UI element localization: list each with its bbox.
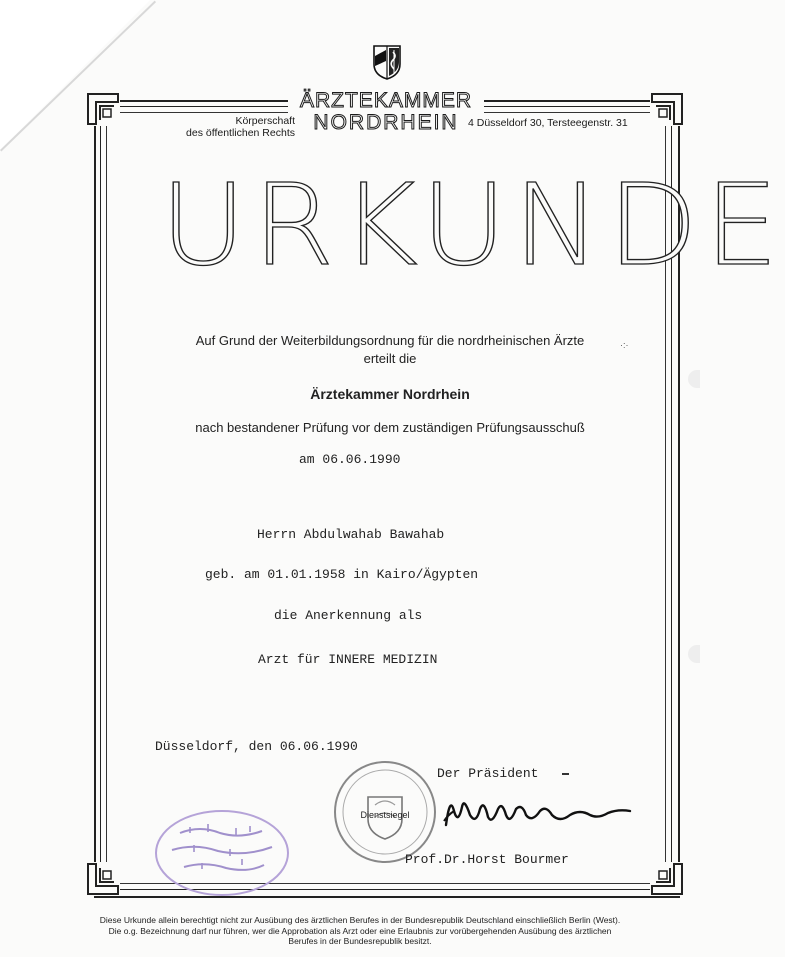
footer-disclaimer	[80, 915, 640, 947]
organization-name-line1: ÄRZTEKAMMER	[299, 89, 472, 112]
specialty-title: Arzt für INNERE MEDIZIN	[258, 652, 438, 667]
greek-key-corner-icon	[650, 92, 684, 126]
footer-line-2: Die o.g. Bezeichnung darf nur führen, wer die Approbation als Arzt oder eine Erlaubnis zur vorübergehenden Ausübung des ärztlichen	[108, 925, 612, 936]
exam-statement: nach bestandener Prüfung vor dem zuständigen Prüfungsausschuß	[195, 420, 585, 435]
dash-mark	[562, 773, 569, 775]
greek-key-corner-icon	[86, 862, 120, 896]
intro-line-2: erteilt die	[363, 351, 417, 366]
punch-hole	[688, 370, 700, 388]
footer-line-3: Berufes in der Bundesrepublik besitzt.	[288, 936, 432, 946]
corporation-label	[175, 115, 295, 139]
intro-line-1: Auf Grund der Weiterbildungsordnung für die nordrheinischen Ärzte	[195, 333, 585, 348]
address: 4 Düsseldorf 30, Tersteegenstr. 31	[468, 117, 628, 129]
greek-key-corner-icon	[650, 862, 684, 896]
signer-name: Prof.Dr.Horst Bourmer	[405, 852, 569, 867]
certificate-title: URKUNDE	[160, 159, 785, 291]
place-and-date: Düsseldorf, den 06.06.1990	[155, 739, 358, 754]
recipient-name: Herrn Abdulwahab Bawahab	[257, 527, 445, 542]
issuing-authority: Ärztekammer Nordrhein	[310, 386, 470, 402]
punch-hole	[688, 645, 700, 663]
greek-key-corner-icon	[86, 92, 120, 126]
exam-date: am 06.06.1990	[299, 452, 401, 467]
seal-label: Dienstsiegel	[360, 810, 410, 820]
corporation-line2: des öffentlichen Rechts	[186, 127, 295, 139]
president-label: Der Präsident	[437, 766, 539, 781]
official-seal	[330, 757, 440, 867]
organization-name-line2: NORDRHEIN	[313, 111, 459, 134]
signature	[440, 785, 640, 835]
speck-mark: ·:·	[620, 340, 629, 350]
corporation-line1: Körperschaft	[235, 115, 295, 127]
birth-details: geb. am 01.01.1958 in Kairo/Ägypten	[205, 567, 479, 582]
coat-of-arms-icon	[372, 44, 402, 80]
organization-name	[288, 90, 484, 134]
arabic-stamp	[150, 805, 295, 900]
footer-line-1: Diese Urkunde allein berechtigt nicht zur Ausübung des ärztlichen Berufes in der Bundesrepublik Deutschland einschließlich Berlin (West).	[99, 915, 621, 925]
recognition-line: die Anerkennung als	[274, 608, 423, 623]
